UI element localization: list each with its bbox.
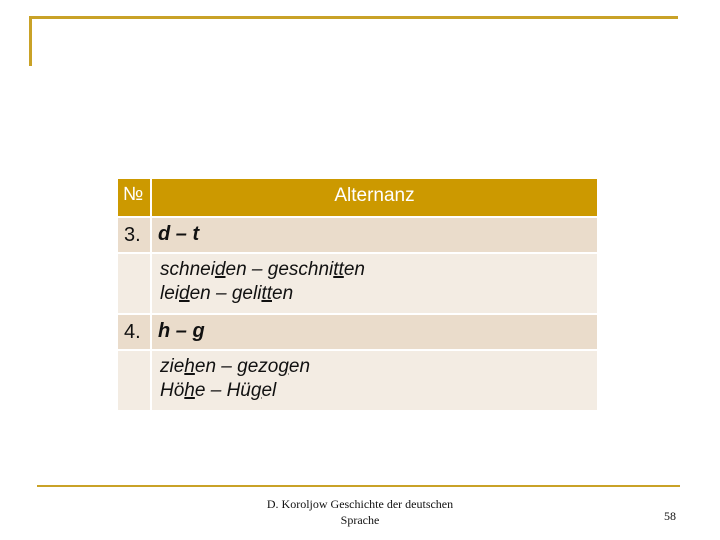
footer-credit-line: Sprache	[340, 513, 380, 527]
example-words	[151, 253, 597, 314]
underlined-letters: tt	[261, 283, 272, 304]
word-text: en – geli	[189, 283, 262, 304]
footer-credit-line: D. Koroljow Geschichte der deutschen	[266, 497, 454, 511]
word-text: en	[343, 259, 365, 280]
left-frame-line	[29, 16, 32, 66]
alternation-pair: h – g	[151, 314, 597, 350]
alternanz-column-header: Alternanz	[151, 179, 597, 217]
word-text: el	[261, 380, 277, 401]
example-word-line	[160, 379, 597, 403]
underlined-letters: h	[184, 380, 195, 401]
word-text: en	[288, 356, 311, 377]
table-row	[118, 314, 597, 350]
word-text: lei	[160, 283, 180, 304]
table-row	[118, 217, 597, 253]
underlined-letters: d	[214, 259, 226, 280]
word-text: en – gezo	[194, 356, 279, 377]
underlined-letters: g	[250, 380, 262, 401]
word-text: en – geschni	[225, 259, 334, 280]
footer-credit	[250, 496, 470, 528]
underlined-letters: h	[184, 356, 195, 377]
underlined-letters: d	[179, 283, 190, 304]
page-number: 58	[664, 509, 676, 523]
alternanz-table	[118, 179, 597, 412]
word-text: e – Hü	[194, 380, 251, 401]
empty-cell	[118, 253, 151, 314]
example-word-line	[160, 355, 597, 379]
row-number: 4.	[118, 314, 151, 350]
underlined-letters: g	[278, 356, 289, 377]
example-word-line	[160, 258, 597, 282]
word-text: schnei	[160, 259, 215, 280]
word-text: Hö	[160, 380, 185, 401]
example-words	[151, 350, 597, 411]
number-column-header: №	[118, 179, 151, 217]
table-row	[118, 253, 597, 314]
alternation-pair: d – t	[151, 217, 597, 253]
example-word-line	[160, 282, 597, 306]
word-text: zie	[160, 356, 185, 377]
top-frame-line	[31, 16, 678, 19]
empty-cell	[118, 350, 151, 411]
underlined-letters: tt	[333, 259, 344, 280]
word-text: en	[272, 283, 294, 304]
footer-divider	[37, 485, 680, 487]
row-number: 3.	[118, 217, 151, 253]
table-header-row	[118, 179, 597, 217]
table-row	[118, 350, 597, 411]
